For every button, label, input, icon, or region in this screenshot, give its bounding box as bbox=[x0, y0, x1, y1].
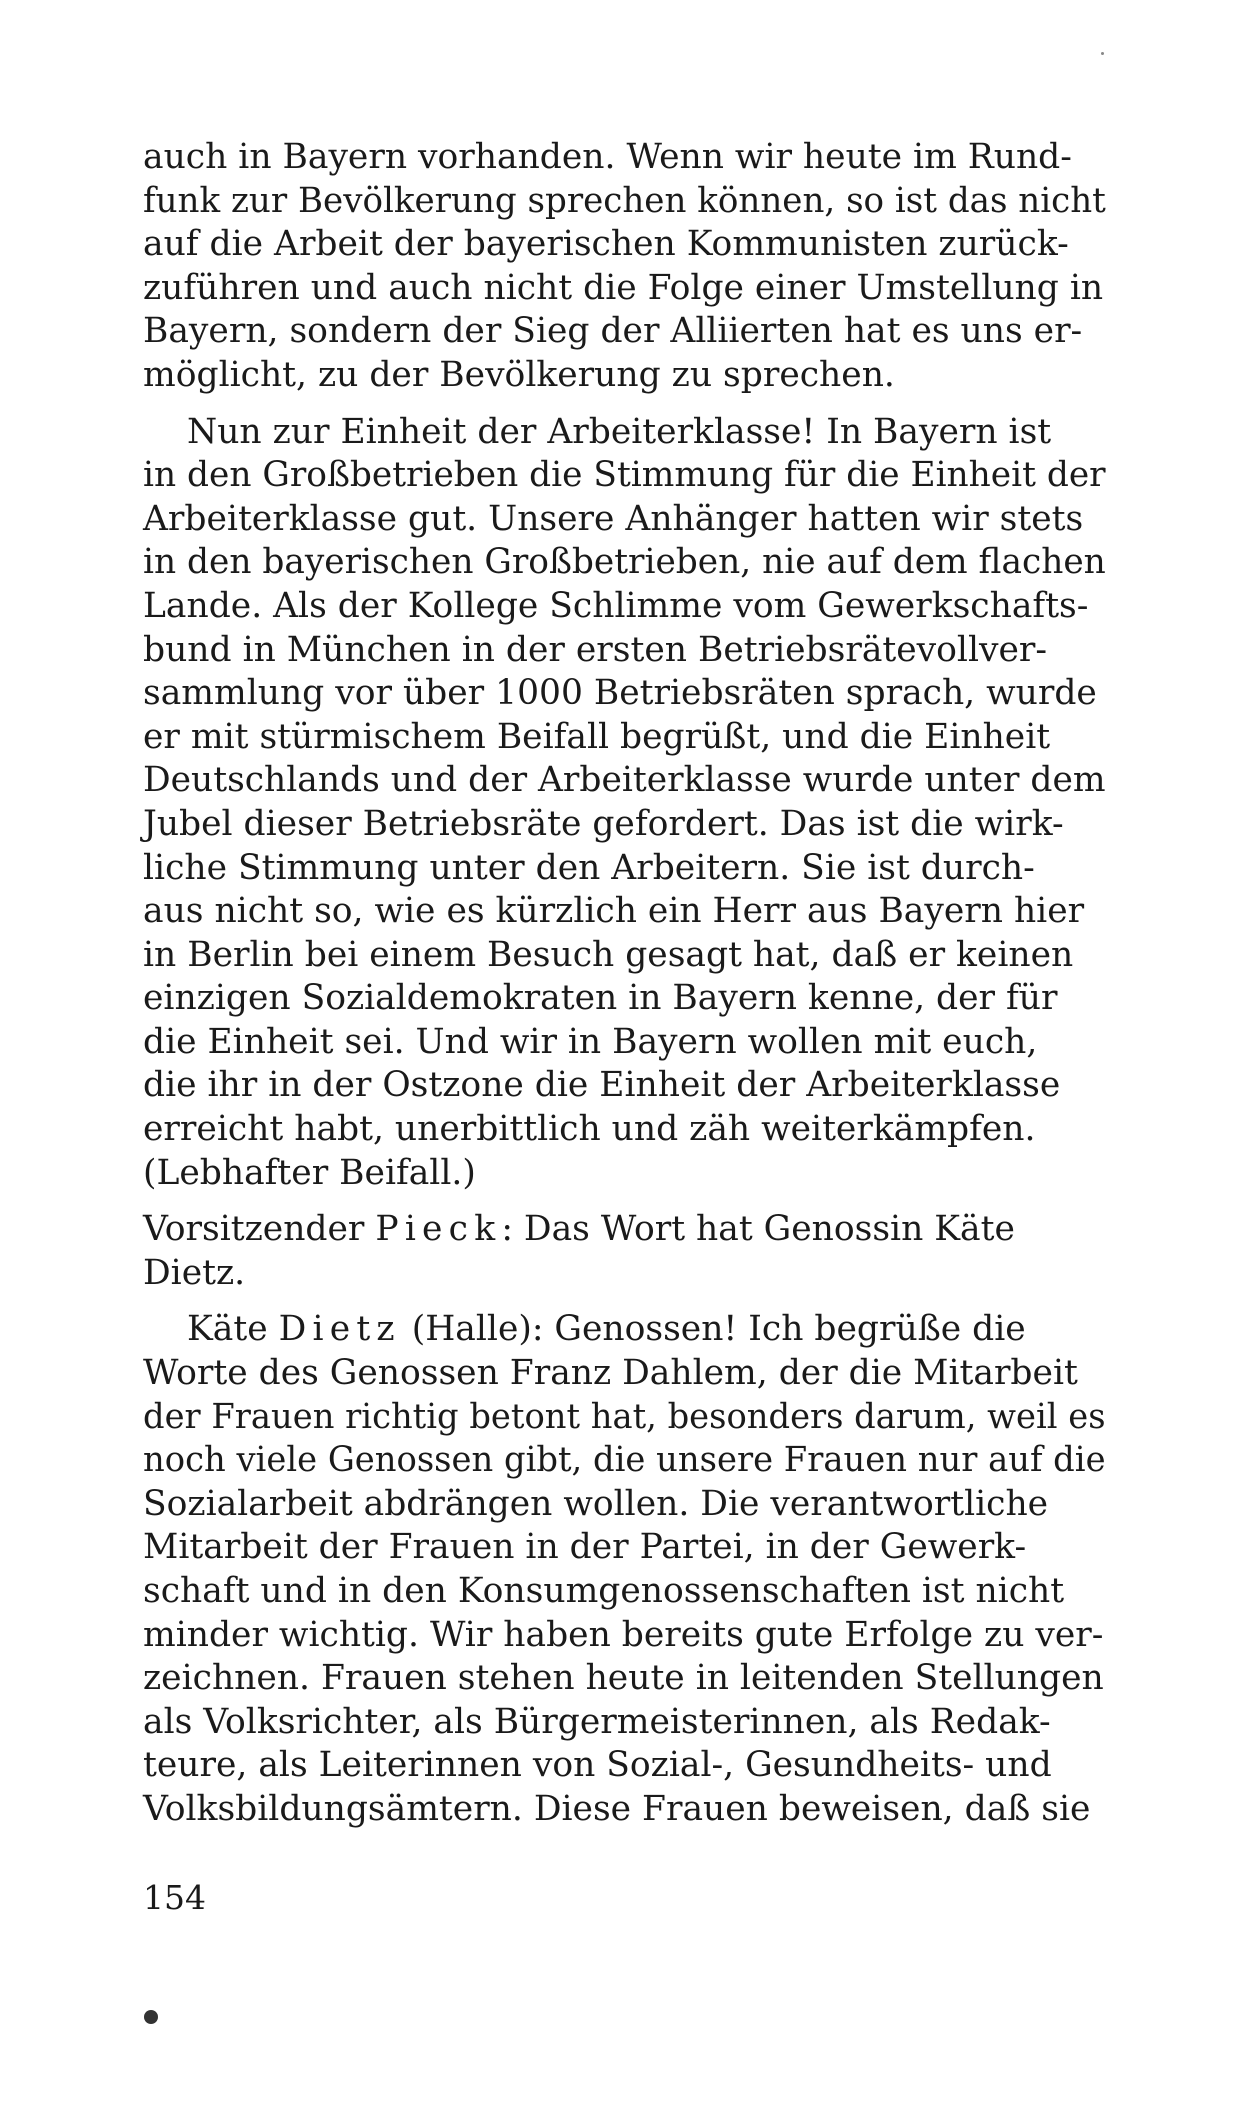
text-line: Bayern, sondern der Sieg der Alliierten hat es uns er- bbox=[143, 311, 1083, 352]
scan-speck bbox=[1101, 52, 1104, 55]
text-line: der Frauen richtig betont hat, besonders darum, weil es bbox=[143, 1396, 1106, 1437]
text-line: auf die Arbeit der bayerischen Kommunisten zurück- bbox=[143, 224, 1069, 265]
ink-blot-mark bbox=[144, 2010, 158, 2024]
paragraph-4 bbox=[143, 1308, 1106, 1831]
speaker-suffix: : Das Wort hat Genossin Käte bbox=[501, 1209, 1015, 1250]
text-line: zuführen und auch nicht die Folge einer Umstellung in bbox=[143, 267, 1104, 308]
speaker-name: Pieck bbox=[375, 1209, 502, 1250]
text-line: Nun zur Einheit der Arbeiterklasse! In Bayern ist bbox=[187, 411, 1052, 452]
text-line: Mitarbeit der Frauen in der Partei, in der Gewerk- bbox=[143, 1527, 1027, 1568]
text-line: Volksbildungsämtern. Diese Frauen beweisen, daß sie bbox=[143, 1788, 1091, 1829]
text-line: Arbeiterklasse gut. Unsere Anhänger hatten wir stets bbox=[143, 498, 1084, 539]
text-line: als Volksrichter, als Bürgermeisterinnen, als Redak- bbox=[143, 1701, 1051, 1742]
speaker-line bbox=[143, 1308, 1106, 1352]
text-line: schaft und in den Konsumgenossenschaften ist nicht bbox=[143, 1571, 1065, 1611]
text-line: (Lebhafter Beifall.) bbox=[143, 1152, 476, 1193]
text-line: funk zur Bevölkerung sprechen können, so ist das nicht bbox=[143, 180, 1106, 221]
text-line: möglicht, zu der Bevölkerung zu sprechen. bbox=[143, 354, 895, 395]
speaker-suffix: (Halle): Genossen! Ich begrüße die bbox=[400, 1309, 1026, 1350]
speaker-name: Dietz bbox=[278, 1309, 401, 1350]
text-line: Dietz. bbox=[143, 1252, 246, 1293]
text-line: Sozialarbeit abdrängen wollen. Die verantwortliche bbox=[143, 1483, 1049, 1524]
text-line: in Berlin bei einem Besuch gesagt hat, daß er keinen bbox=[143, 934, 1074, 975]
speaker-prefix: Käte bbox=[187, 1309, 279, 1350]
text-line: in den Großbetrieben die Stimmung für die Einheit der bbox=[143, 455, 1106, 496]
text-line: auch in Bayern vorhanden. Wenn wir heute im Rund- bbox=[143, 137, 1072, 177]
text-line: sammlung vor über 1000 Betriebsräten sprach, wurde bbox=[143, 673, 1097, 714]
speaker-prefix: Vorsitzender bbox=[143, 1209, 376, 1250]
text-line: noch viele Genossen gibt, die unsere Frauen nur auf die bbox=[143, 1440, 1106, 1481]
text-line: einzigen Sozialdemokraten in Bayern kenne, der für bbox=[143, 978, 1058, 1019]
text-line: Worte des Genossen Franz Dahlem, der die Mitarbeit bbox=[143, 1353, 1078, 1394]
paragraph-2 bbox=[143, 411, 1106, 1196]
text-line: aus nicht so, wie es kürzlich ein Herr aus Bayern hier bbox=[143, 891, 1085, 932]
page-number: 154 bbox=[143, 1878, 206, 1917]
text-line: Jubel dieser Betriebsräte gefordert. Das ist die wirk- bbox=[143, 803, 1064, 844]
text-line: in den bayerischen Großbetrieben, nie auf dem flachen bbox=[143, 542, 1106, 583]
text-line: minder wichtig. Wir haben bereits gute Erfolge zu ver- bbox=[143, 1614, 1104, 1655]
text-line: liche Stimmung unter den Arbeitern. Sie ist durch- bbox=[143, 847, 1035, 888]
text-line: die Einheit sei. Und wir in Bayern wollen mit euch, bbox=[143, 1021, 1038, 1062]
text-line: zeichnen. Frauen stehen heute in leitenden Stellungen bbox=[143, 1658, 1104, 1699]
text-line: er mit stürmischem Beifall begrüßt, und die Einheit bbox=[143, 716, 1051, 757]
paragraph-1 bbox=[143, 136, 1106, 398]
text-line: Lande. Als der Kollege Schlimme vom Gewerkschafts- bbox=[143, 585, 1089, 626]
text-line: die ihr in der Ostzone die Einheit der Arbeiterklasse bbox=[143, 1065, 1061, 1106]
text-line: teure, als Leiterinnen von Sozial-, Gesundheits- und bbox=[143, 1745, 1052, 1786]
body-text bbox=[143, 136, 1106, 1832]
paragraph-3 bbox=[143, 1208, 1106, 1295]
text-line: bund in München in der ersten Betriebsrätevollver- bbox=[143, 629, 1048, 670]
text-line: erreicht habt, unerbittlich und zäh weiterkämpfen. bbox=[143, 1109, 1036, 1150]
speaker-line bbox=[143, 1208, 1106, 1252]
text-line: Deutschlands und der Arbeiterklasse wurde unter dem bbox=[143, 760, 1106, 801]
